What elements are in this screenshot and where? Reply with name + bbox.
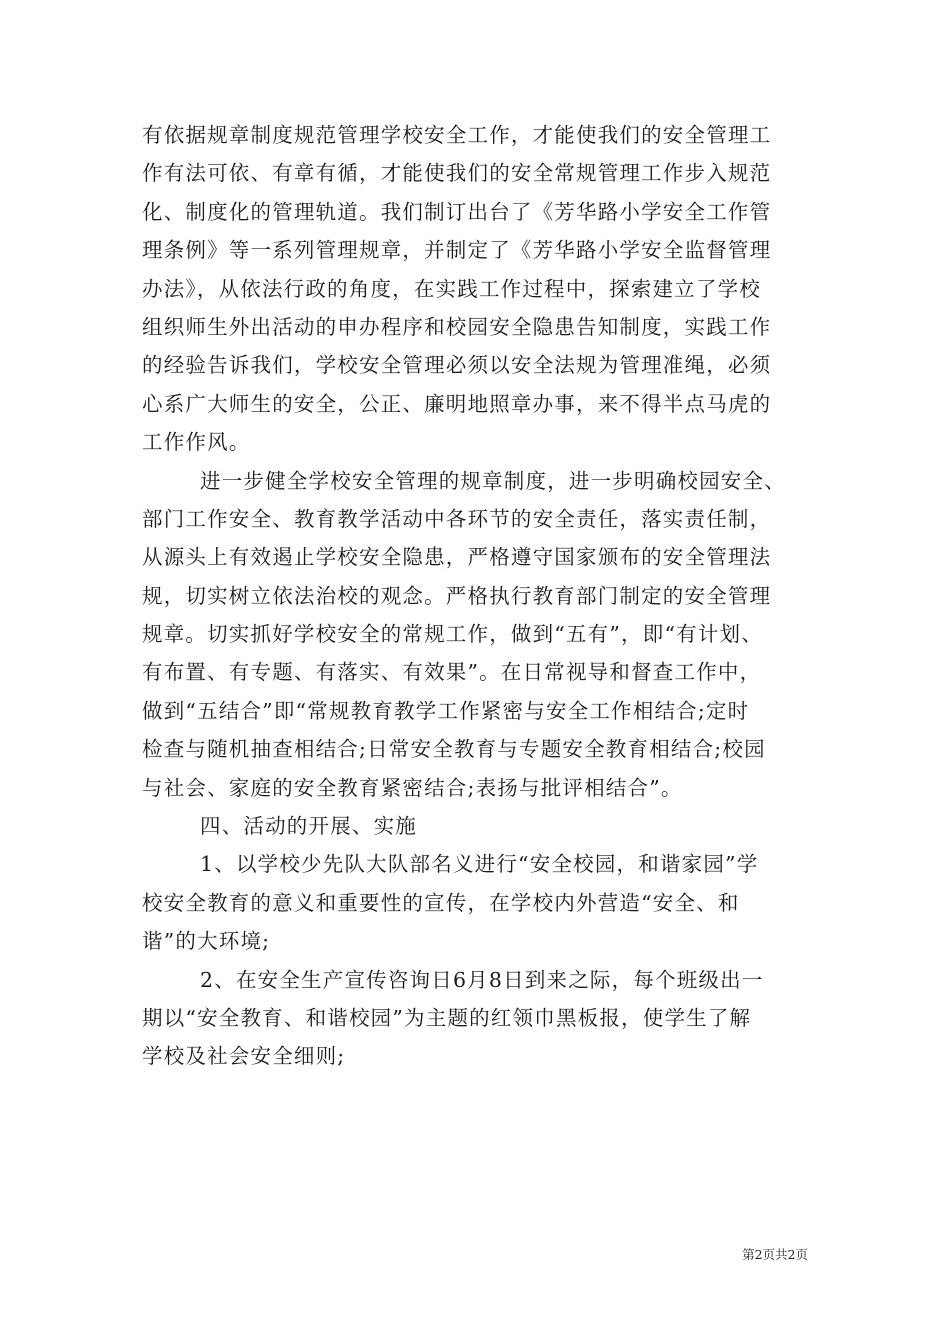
paragraph-first-line: 进一步健全学校安全管理的规章制度，进一步明确校园安全、 — [200, 468, 786, 493]
text-line: 从源头上有效遏止学校安全隐患，严格遵守国家颁布的安全管理法 — [142, 545, 772, 570]
text-line: 期以“安全教育、和谐校园”为主题的红领巾黑板报，使学生了解 — [142, 1005, 752, 1030]
text-line: 学校及社会安全细则; — [142, 1044, 346, 1069]
text-line: 心系广大师生的安全，公正、廉明地照章办事，来不得半点马虎的 — [142, 391, 772, 416]
text-line: 规，切实树立依法治校的观念。严格执行教育部门制定的安全管理 — [142, 583, 772, 608]
text-line: 做到“五结合”即“常规教育教学工作紧密与安全工作相结合;定时 — [142, 698, 750, 723]
text-line: 的经验告诉我们，学校安全管理必须以安全法规为管理准绳，必须 — [142, 353, 772, 378]
text-line: 化、制度化的管理轨道。我们制订出台了《芳华路小学安全工作管 — [142, 199, 772, 224]
text-line: 谐”的大环境; — [142, 929, 271, 954]
text-line: 校安全教育的意义和重要性的宣传，在学校内外营造“安全、和 — [142, 890, 740, 915]
document-body — [142, 116, 810, 1076]
text-line: 检查与随机抽查相结合;日常安全教育与专题安全教育相结合;校园 — [142, 737, 766, 762]
text-line: 有布置、有专题、有落实、有效果”。在日常视导和督查工作中， — [142, 660, 762, 685]
text-line: 部门工作安全、教育教学活动中各环节的安全责任，落实责任制， — [142, 506, 772, 531]
text-line: 与社会、家庭的安全教育紧密结合;表扬与批评相结合”。 — [142, 775, 683, 800]
text-line: 有依据规章制度规范管理学校安全工作，才能使我们的安全管理工 — [142, 123, 772, 147]
text-line: 理条例》等一系列管理规章，并制定了《芳华路小学安全监督管理 — [142, 238, 772, 263]
list-item-first-line: 2、在安全生产宣传咨询日6月8日到来之际，每个班级出一 — [200, 967, 764, 992]
text-line: 办法》，从依法行政的角度，在实践工作过程中，探索建立了学校 — [142, 276, 762, 301]
text-line: 组织师生外出活动的申办程序和校园安全隐患告知制度，实践工作 — [142, 314, 772, 339]
text-line: 工作作风。 — [142, 430, 251, 455]
page-number-footer: 第2页共2页 — [742, 1247, 808, 1262]
text-line: 作有法可依、有章有循，才能使我们的安全常规管理工作步入规范 — [142, 161, 772, 186]
text-line: 规章。切实抓好学校安全的常规工作，做到“五有”，即“有计划、 — [142, 622, 763, 647]
section-heading: 四、活动的开展、实施 — [200, 814, 417, 839]
list-item-first-line: 1、以学校少先队大队部名义进行“安全校园，和谐家园”学 — [200, 852, 759, 877]
